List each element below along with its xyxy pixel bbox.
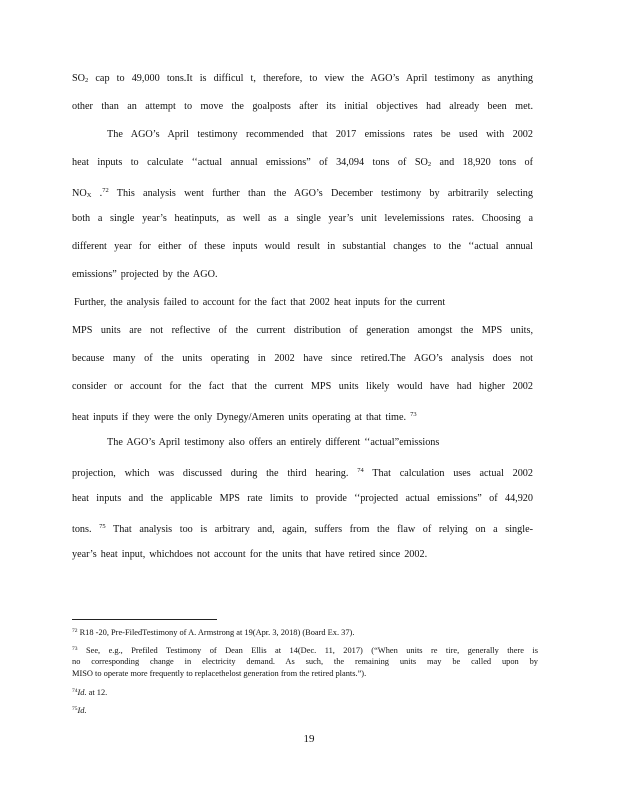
body-line-17: tons. $^{75}$ That analysis too is arbitrary and, again, suffers from the flaw of relying on a single- [72, 523, 533, 535]
footnote-ref-74: 74 [357, 467, 364, 474]
body-line-6: both a single year’s heatinputs, as well as a single year’s unit levelemissions rates. Choosing a [72, 213, 533, 224]
footnote-73-line-2: no corresponding change in electricity demand. As such, the remaining units may be called upon by [72, 657, 538, 666]
footnote-ref-72: 72 [102, 187, 109, 194]
footnote-ref-75: 75 [99, 523, 106, 530]
body-line-11: because many of the units operating in 2002 have since retired.The AGO’s analysis does not [72, 353, 533, 364]
body-line-10: MPS units are not reflective of the current distribution of generation amongst the MPS units, [72, 325, 533, 336]
footnote-ref-73: 73 [410, 411, 417, 418]
body-line-1: $SO_2$ cap to 49,000 tons.It is difficul t, therefore, to view the AGO’s April testimony as anything [72, 73, 533, 84]
body-line-3: The AGO’s April testimony recommended that 2017 emissions rates be used with 2002 [107, 129, 533, 140]
body-line-18: year’s heat input, whichdoes not account for the units that have retired since 2002. [72, 549, 428, 560]
footnote-75: $^{75}$Id. [72, 706, 87, 715]
body-line-14: The AGO’s April testimony also offers an entirely different ‘‘actual”emissions [107, 437, 440, 448]
footnote-72: $^{72}$ R18 -20, Pre-FiledTestimony of A. Armstrong at 19(Apr. 3, 2018) (Board Ex. 37). [72, 628, 355, 637]
body-line-12: consider or account for the fact that the current MPS units likely would have had higher 2002 [72, 381, 533, 392]
body-line-9: Further, the analysis failed to account for the fact that 2002 heat inputs for the current [74, 297, 446, 308]
body-line-7: different year for either of these inputs would result in substantial changes to the ‘‘actual annual [72, 241, 533, 252]
page-number: 19 [303, 733, 315, 745]
body-line-4: heat inputs to calculate ‘‘actual annual emissions” of 34,094 tons of $SO_2$ and 18,920 tons of [72, 157, 533, 168]
footnote-74: $^{74}$Id. at 12. [72, 688, 108, 697]
body-line-13: heat inputs if they were the only Dynegy/Ameren units operating at that time. $^{73}$ [72, 411, 417, 423]
body-line-16: heat inputs and the applicable MPS rate limits to provide ‘‘projected actual emissions” of 44,920 [72, 493, 533, 504]
footnote-73-line-1: $^{73}$ See, e.g., Prefiled Testimony of Dean Ellis at 14(Dec. 11, 2017) (“When units re tire, generally there is [72, 646, 538, 655]
body-line-2: other than an attempt to move the goalposts after its initial objectives had already been met. [72, 101, 533, 112]
body-line-15: projection, which was discussed during the third hearing. $^{74}$ That calculation uses actual 2002 [72, 467, 533, 479]
body-line-5: $NO_X$ .$^{72}$ This analysis went further than the AGO’s December testimony by arbitrarily selecting [72, 187, 533, 199]
footnote-73-line-3: MISO to operate more frequently to replacethelost generation from the retired plants.”). [72, 669, 367, 678]
body-line-8: emissions” projected by the AGO. [72, 269, 218, 280]
footnote-separator [72, 619, 217, 620]
